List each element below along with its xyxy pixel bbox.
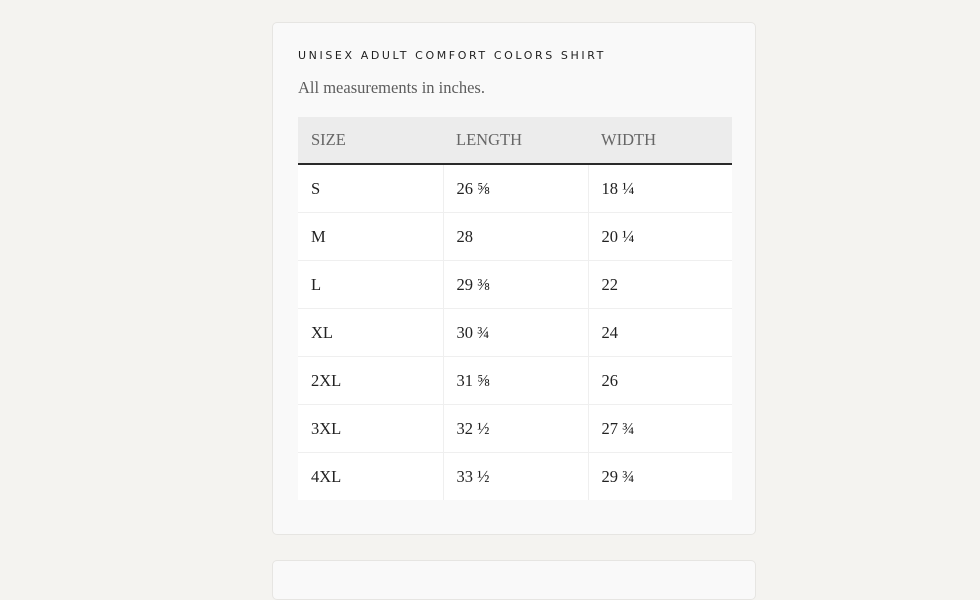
measurement-note: All measurements in inches. [298, 78, 485, 97]
length-cell: 31 ⅝ [443, 357, 588, 405]
table-row [298, 164, 732, 213]
size-cell: 4XL [298, 453, 443, 501]
size-cell: 3XL [298, 405, 443, 453]
size-table [298, 117, 732, 500]
table-row [298, 405, 732, 453]
width-cell: 24 [588, 309, 732, 357]
column-header-width: WIDTH [588, 117, 732, 164]
column-header-length: LENGTH [443, 117, 588, 164]
size-cell: M [298, 213, 443, 261]
length-cell: 26 ⅝ [443, 164, 588, 213]
size-cell: L [298, 261, 443, 309]
table-row [298, 453, 732, 501]
size-cell: 2XL [298, 357, 443, 405]
column-header-size: SIZE [298, 117, 443, 164]
length-cell: 28 [443, 213, 588, 261]
table-row [298, 261, 732, 309]
table-row [298, 309, 732, 357]
size-chart-card [272, 22, 756, 535]
table-row [298, 357, 732, 405]
table-header-row [298, 117, 732, 164]
width-cell: 27 ¾ [588, 405, 732, 453]
width-cell: 26 [588, 357, 732, 405]
length-cell: 29 ⅜ [443, 261, 588, 309]
next-card [272, 560, 756, 600]
length-cell: 33 ½ [443, 453, 588, 501]
width-cell: 29 ¾ [588, 453, 732, 501]
size-chart-title: UNISEX ADULT COMFORT COLORS SHIRT [298, 49, 606, 62]
table-row [298, 213, 732, 261]
width-cell: 22 [588, 261, 732, 309]
width-cell: 18 ¼ [588, 164, 732, 213]
size-cell: S [298, 164, 443, 213]
width-cell: 20 ¼ [588, 213, 732, 261]
size-cell: XL [298, 309, 443, 357]
length-cell: 32 ½ [443, 405, 588, 453]
length-cell: 30 ¾ [443, 309, 588, 357]
